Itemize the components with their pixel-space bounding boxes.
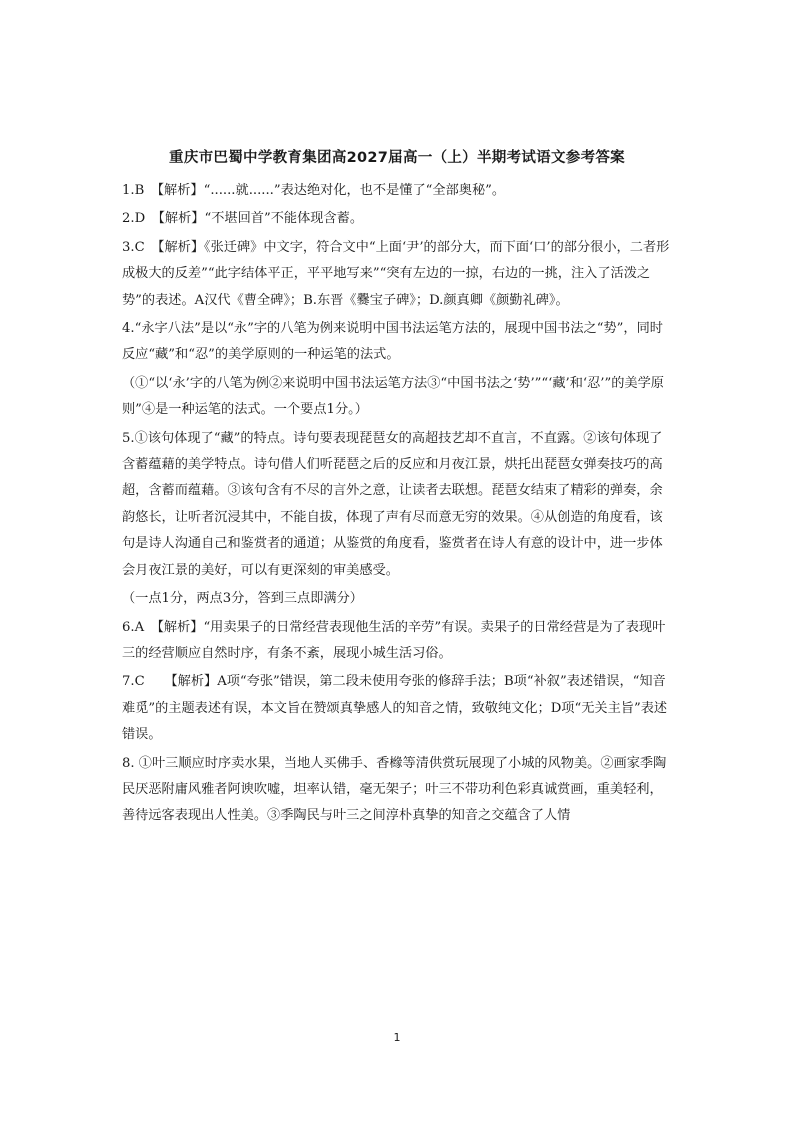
answer-3: 3.C 【解析】《张迁碑》中文字，符合文中“上面‘尹’的部分大，而下面‘口’的部分很小，二者形成极大的反差”“此字结体平正，平平地写来”“突有左边的一掠，右边的一挑，注入了活泼之势”的表述。A汉代《曹全碑》；B.东晋《爨宝子碑》；D.颜真卿《颜勤礼碑》。 xyxy=(122,239,670,308)
page-number: 1 xyxy=(393,1031,401,1044)
answer-1: 1.B 【解析】“......就......”表达绝对化，也不是懂了“全部奥秘”。 xyxy=(122,183,506,198)
answer-content xyxy=(122,178,674,830)
answer-4-scoring: （①“以‘永’字的八笔为例②来说明中国书法运笔方法③“中国书法之‘势’”“‘藏’和‘忍’”的美学原则”④是一种运笔的法式。一个要点1分。） xyxy=(122,375,664,418)
answer-7: 7.C 【解析】A项“夸张”错误，第二段未使用夸张的修辞手法；B项“补叙”表述错误，“知音难觅”的主题表述有误，本文旨在赞颂真挚感人的知音之情，致敬纯文化；D项“无关主旨”表述错误。 xyxy=(122,674,668,743)
answer-4: 4.“永字八法”是以“永”字的八笔为例来说明中国书法运笔方法的，展现中国书法之“势”，同时反应“藏”和“忍”的美学原则的一种运笔的法式。 xyxy=(122,321,663,363)
answer-8: 8. ①叶三顺应时序卖水果，当地人买佛手、香橼等清供赏玩展现了小城的风物美。②画家季陶民厌恶附庸风雅者阿谀吹嘘，坦率认错，毫无架子；叶三不带功利色彩真诚赏画，重美轻利，善待远客表现出人性美。③季陶民与叶三之间淳朴真挚的知音之交蕴含了人情 xyxy=(122,755,667,824)
answer-6: 6.A 【解析】“用卖果子的日常经营表现他生活的辛劳”有误。卖果子的日常经营是为了表现叶三的经营顺应自然时序，有条不紊，展现小城生活习俗。 xyxy=(122,619,666,661)
page-title: 重庆市巴蜀中学教育集团高2027届高一（上）半期考试语文参考答案 xyxy=(169,150,625,166)
answer-5: 5.①该句体现了“藏”的特点。诗句要表现琵琶女的高超技艺却不直言，不直露。②该句体现了含蓄蕴藉的美学特点。诗句借人们听琵琶之后的反应和月夜江景，烘托出琵琶女弹奏技巧的高超，含蓄而蕴藉。③该句含有不尽的言外之意，让读者去联想。琵琶女结束了精彩的弹奏，余韵悠长，让听者沉浸其中，不能自拔，体现了声有尽而意无穷的效果。④从创造的角度看，该句是诗人沟通自己和鉴赏者的通道；从鉴赏的角度看，鉴赏者在诗人有意的设计中，进一步体会月夜江景的美好，可以有更深刻的审美感受。 xyxy=(122,430,663,578)
answer-5-scoring: （一点1分，两点3分，答到三点即满分） xyxy=(122,591,363,607)
answer-2: 2.D 【解析】“不堪回首”不能体现含蓄。 xyxy=(122,211,364,227)
